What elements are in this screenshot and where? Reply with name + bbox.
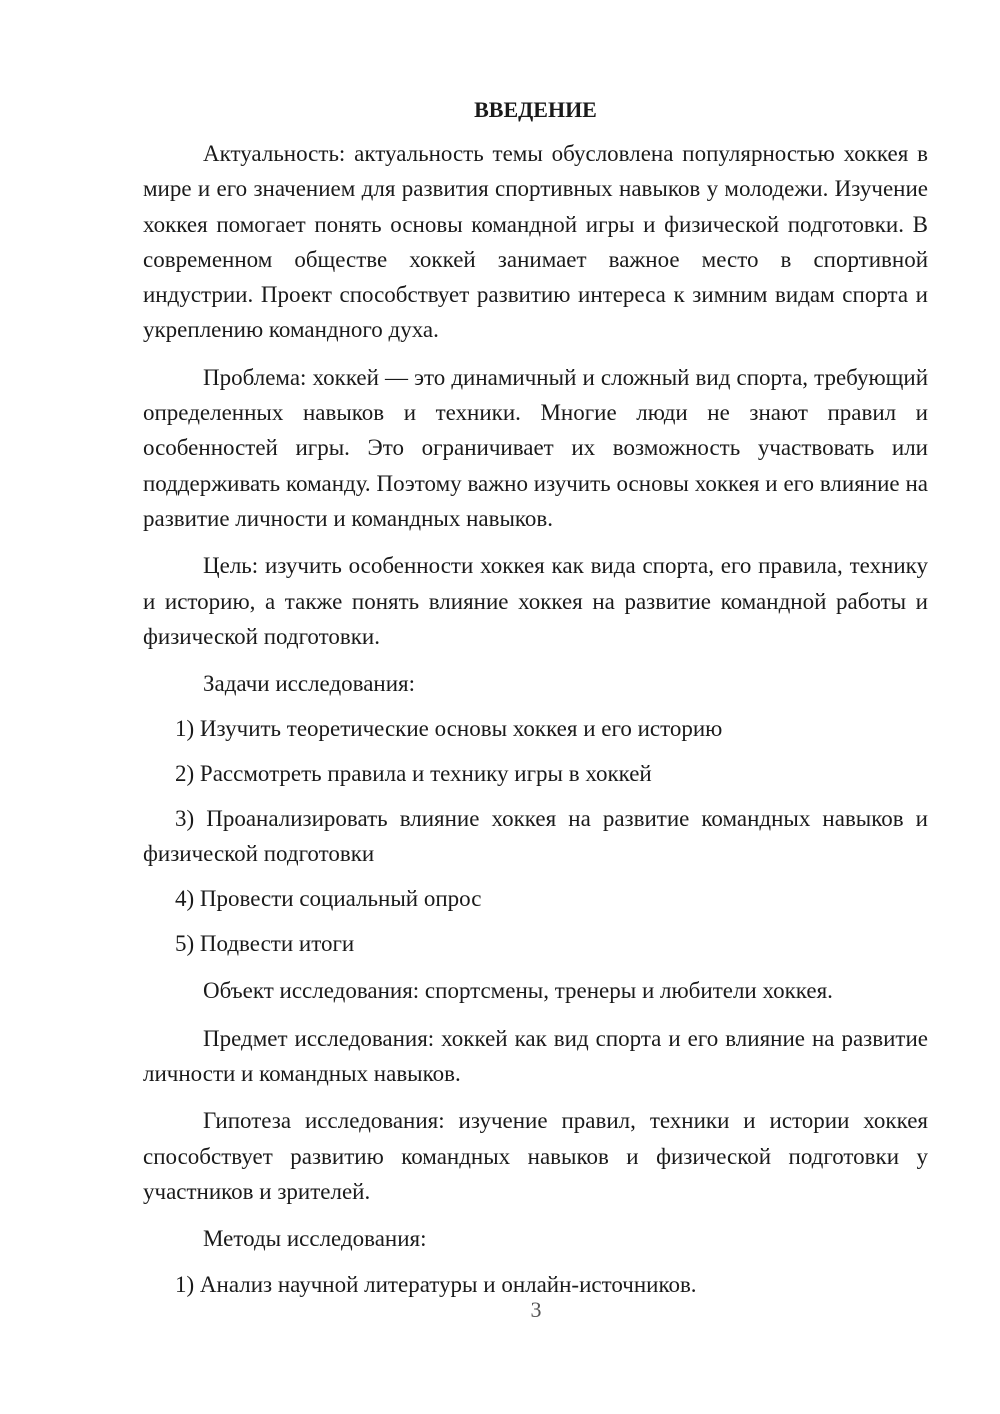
page-content <box>143 92 928 1302</box>
task-item: 1) Изучить теоретические основы хоккея и его историю <box>175 716 723 742</box>
section-heading: ВВЕДЕНИЕ <box>474 97 597 122</box>
tasks-label: Задачи исследования: <box>203 671 416 697</box>
task-item: 3) Проанализировать влияние хоккея на развитие командных навыков и физической подготовки <box>143 806 928 867</box>
page-number: 3 <box>530 1297 542 1322</box>
object-paragraph: Объект исследования: спортсмены, тренеры и любители хоккея. <box>203 978 833 1004</box>
hypothesis-paragraph: Гипотеза исследования: изучение правил, техники и истории хоккея способствует развитию командных навыков и физической подготовки у участников и зрителей. <box>143 1108 928 1204</box>
task-item: 5) Подвести итоги <box>175 931 355 957</box>
goal-paragraph: Цель: изучить особенности хоккея как вида спорта, его правила, технику и историю, а также понять влияние хоккея на развитие командной работы и физической подготовки. <box>143 553 928 649</box>
subject-paragraph: Предмет исследования: хоккей как вид спорта и его влияние на развитие личности и командных навыков. <box>143 1025 928 1087</box>
relevance-paragraph: Актуальность: актуальность темы обусловлена популярностью хоккея в мире и его значением для развития спортивных навыков у молодежи. Изучение хоккея помогает понять основы командной игры и физической подготовки. В современном обществе хоккей занимает важное место в спортивной индустрии. Проект способствует развитию интереса к зимним видам спорта и укреплению командного духа. <box>143 141 928 343</box>
task-item: 2) Рассмотреть правила и технику игры в хоккей <box>175 761 652 787</box>
methods-label: Методы исследования: <box>203 1226 427 1252</box>
task-item: 4) Провести социальный опрос <box>175 886 482 912</box>
method-item: 1) Анализ научной литературы и онлайн-источников. <box>175 1271 697 1297</box>
problem-paragraph: Проблема: хоккей — это динамичный и сложный вид спорта, требующий определенных навыков и техники. Многие люди не знают правил и особенностей игры. Это ограничивает их возможность участвовать или поддерживать команду. Поэтому важно изучить основы хоккея и его влияние на развитие личности и командных навыков. <box>143 364 928 531</box>
